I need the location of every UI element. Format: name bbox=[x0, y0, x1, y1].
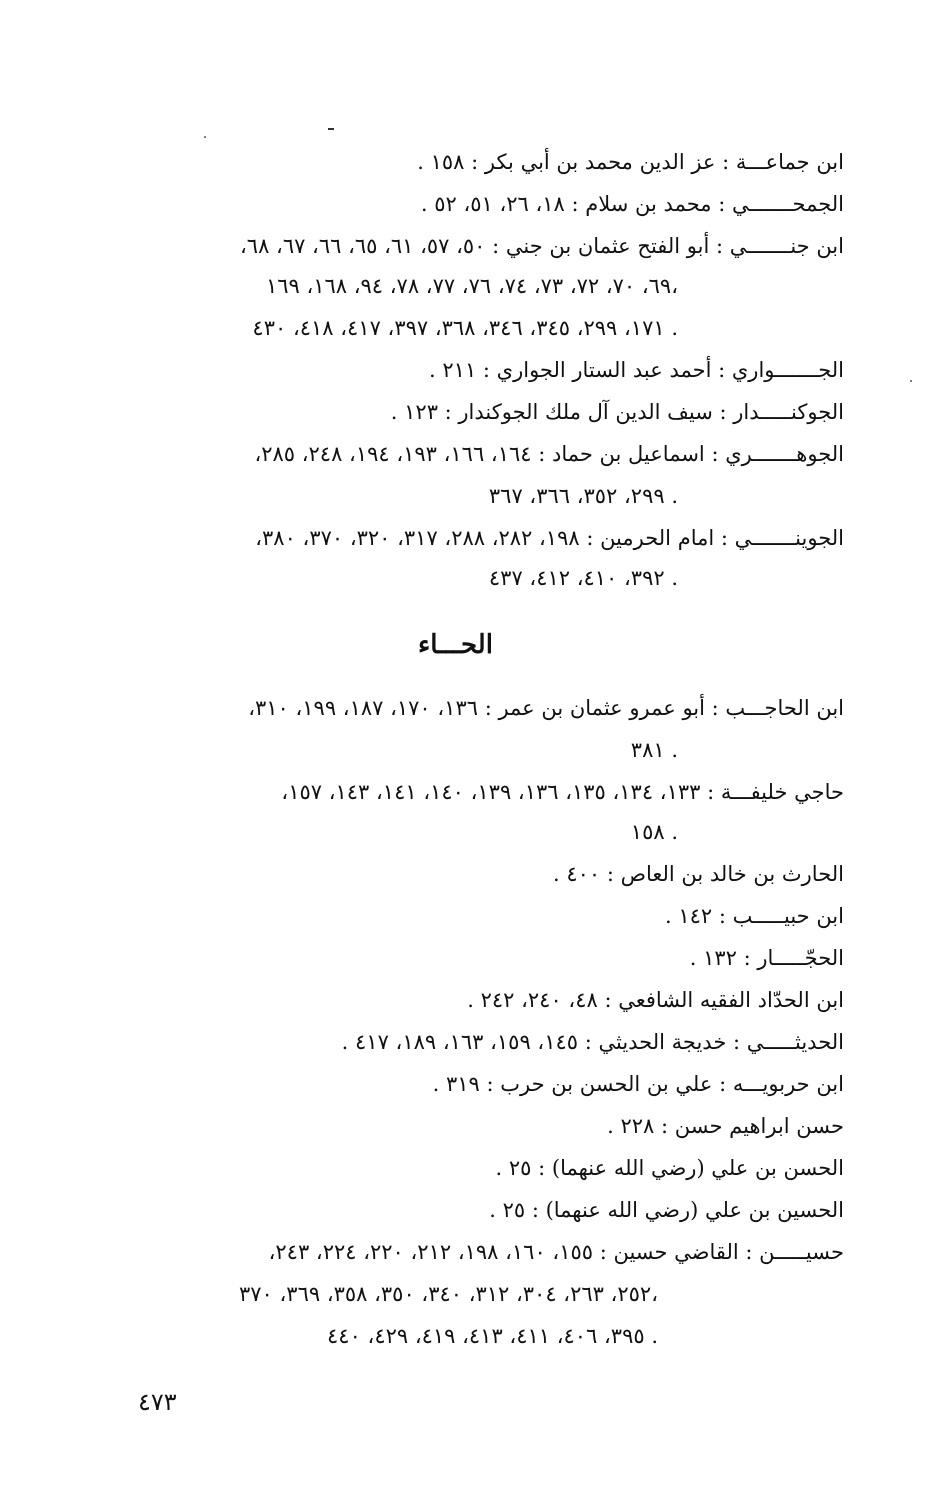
index-entry-line: حسيـــــن : القاضي حسين : ١٥٥، ١٦٠، ١٩٨، ٢١٢، ٢٢٠، ٢٢٤، ٢٤٣، bbox=[268, 1240, 844, 1264]
index-entry-line: ابن جنـــــــي : أبو الفتح عثمان بن جني : ٥٠، ٥٧، ٦١، ٦٥، ٦٦، ٦٧، ٦٨، bbox=[240, 234, 844, 258]
index-entry-line: حسن ابراهيم حسن : ٢٢٨ . bbox=[607, 1114, 844, 1138]
top-mark bbox=[328, 128, 334, 130]
index-entry-line: الجوكنـــــدار : سيف الدين آل ملك الجوكندار : ١٢٣ . bbox=[390, 400, 844, 424]
index-entry-line: ابن الحدّاد الفقيه الشافعي : ٤٨، ٢٤٠، ٢٤٢ . bbox=[467, 988, 844, 1012]
page-number: ٤٧٣ bbox=[138, 1388, 177, 1416]
index-entry-line: الجمحـــــــي : محمد بن سلام : ١٨، ٢٦، ٥١، ٥٢ . bbox=[420, 192, 844, 216]
index-entry-line: الجوهـــــــري : اسماعيل بن حماد : ١٦٤، ١٦٦، ١٩٣، ١٩٤، ٢٤٨، ٢٨٥، bbox=[254, 442, 844, 466]
index-entry-line: الحديثـــــي : خديجة الحديثي : ١٤٥، ١٥٩، ١٦٣، ١٨٩، ٤١٧ . bbox=[341, 1030, 844, 1054]
index-entry-continuation: ٢٥٢، ٢٦٣، ٣٠٤، ٣١٢، ٣٤٠، ٣٥٠، ٣٥٨، ٣٦٩، ٣٧٠، bbox=[239, 1282, 658, 1306]
index-entry-line: حاجي خليفـــة : ١٣٣، ١٣٤، ١٣٥، ١٣٦، ١٣٩، ١٤٠، ١٤١، ١٤٣، ١٥٧، bbox=[281, 780, 844, 804]
index-entry-line: ابن جماعـــة : عز الدين محمد بن أبي بكر : ١٥٨ . bbox=[417, 150, 844, 174]
index-entry-line: الحجّـــــار : ١٣٢ . bbox=[689, 946, 844, 970]
index-entry-continuation: ٣٨١ . bbox=[630, 738, 678, 762]
speck bbox=[204, 136, 206, 138]
index-entry-line: الحارث بن خالد بن العاص : ٤٠٠ . bbox=[552, 862, 844, 886]
index-entry-continuation: ٣٩٢، ٤١٠، ٤١٢، ٤٣٧ . bbox=[488, 566, 678, 590]
index-entry-line: ابن حربويـــه : علي بن الحسن بن حرب : ٣١٩ . bbox=[432, 1072, 844, 1096]
section-heading: الحـــاء bbox=[418, 630, 493, 660]
index-entry-continuation: ٣٩٥، ٤٠٦، ٤١١، ٤١٣، ٤١٩، ٤٢٩، ٤٤٠ . bbox=[327, 1324, 658, 1348]
index-entry-line: ابن الحاجـــب : أبو عمرو عثمان بن عمر : ١٣٦، ١٧٠، ١٨٧، ١٩٩، ٣١٠، bbox=[248, 696, 844, 720]
index-entry-line: ابن حبيـــــب : ١٤٢ . bbox=[664, 904, 844, 928]
index-entry-continuation: ٢٩٩، ٣٥٢، ٣٦٦، ٣٦٧ . bbox=[488, 484, 678, 508]
index-entry-line: الجوينـــــــي : امام الحرمين : ١٩٨، ٢٨٢، ٢٨٨، ٣١٧، ٣٢٠، ٣٧٠، ٣٨٠، bbox=[255, 526, 844, 550]
speck bbox=[910, 380, 912, 382]
index-entry-line: الحسين بن علي (رضي الله عنهما) : ٢٥ . bbox=[489, 1198, 844, 1222]
index-entry-line: الحسن بن علي (رضي الله عنهما) : ٢٥ . bbox=[495, 1156, 844, 1180]
index-entry-continuation: ١٧١، ٢٩٩، ٣٤٥، ٣٤٦، ٣٦٨، ٣٩٧، ٤١٧، ٤١٨، ٤٣٠ . bbox=[252, 316, 678, 340]
index-entry-continuation: ١٥٨ . bbox=[630, 820, 678, 844]
index-entry-continuation: ٦٩، ٧٠، ٧٢، ٧٣، ٧٤، ٧٦، ٧٧، ٧٨، ٩٤، ١٦٨، ١٦٩، bbox=[265, 274, 678, 298]
index-entry-line: الجـــــــواري : أحمد عبد الستار الجواري : ٢١١ . bbox=[429, 358, 844, 382]
